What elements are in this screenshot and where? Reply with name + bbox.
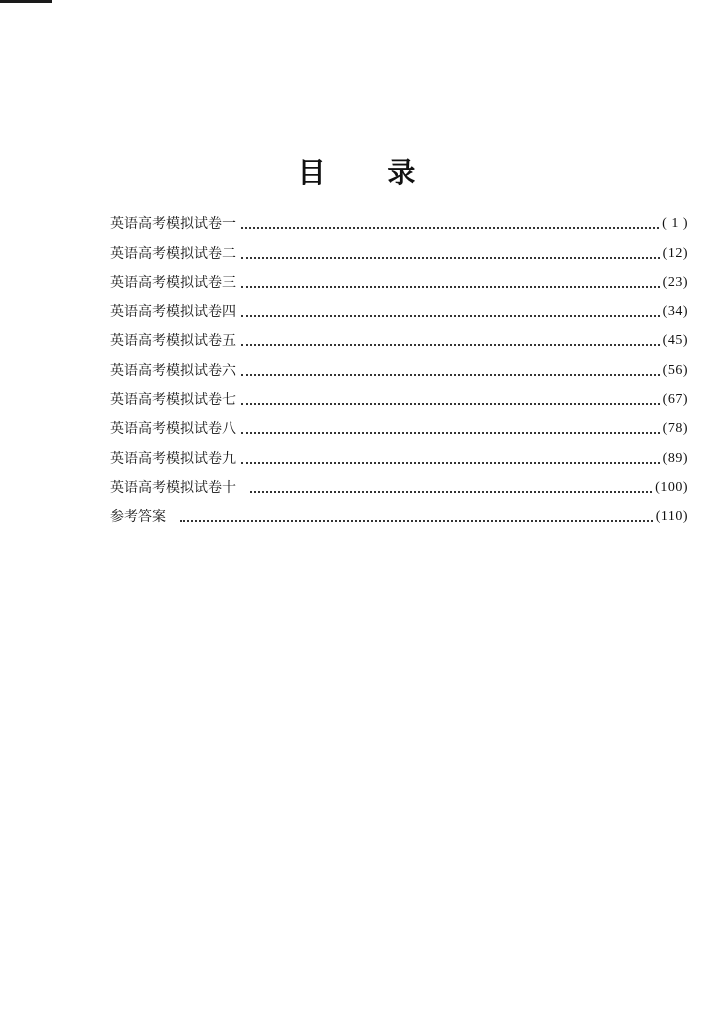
toc-entry[interactable]: [110, 380, 688, 409]
toc-entry[interactable]: [110, 204, 688, 233]
toc-entry[interactable]: [110, 233, 688, 262]
toc-entry[interactable]: [110, 321, 688, 350]
dot-leader: [250, 491, 652, 493]
toc-entry[interactable]: [110, 409, 688, 438]
toc-entry-title: 英语高考模拟试卷五: [110, 333, 236, 350]
toc-entry-page: (89): [662, 450, 688, 466]
toc-entry-title: 英语高考模拟试卷九: [110, 450, 236, 467]
toc-entry-page: (45): [662, 333, 688, 349]
toc-entry-page: (12): [662, 245, 688, 261]
toc-entry-title: 英语高考模拟试卷二: [110, 245, 236, 262]
toc-entry[interactable]: [110, 497, 688, 526]
toc-entry-page: (67): [662, 392, 688, 408]
dot-leader: [241, 403, 660, 405]
scan-edge-mark: [0, 0, 52, 3]
table-of-contents: [110, 204, 688, 526]
toc-entry-page: ( 1 ): [662, 216, 688, 232]
toc-entry-title: 英语高考模拟试卷一: [110, 216, 236, 233]
toc-entry-title: 英语高考模拟试卷十: [110, 479, 236, 496]
toc-entry-title: 参考答案: [110, 509, 166, 526]
dot-leader: [241, 315, 660, 317]
toc-entry-page: (100): [655, 479, 688, 495]
dot-leader: [180, 520, 653, 522]
toc-entry[interactable]: [110, 438, 688, 467]
dot-leader: [241, 344, 660, 346]
toc-entry-page: (23): [662, 274, 688, 290]
toc-entry-page: (78): [662, 421, 688, 437]
toc-entry-title: 英语高考模拟试卷八: [110, 421, 236, 438]
toc-entry-page: (34): [662, 304, 688, 320]
toc-entry-title: 英语高考模拟试卷七: [110, 392, 236, 409]
dot-leader: [241, 286, 660, 288]
dot-leader: [241, 227, 659, 229]
dot-leader: [241, 257, 660, 259]
dot-leader: [241, 432, 660, 434]
dot-leader: [241, 462, 660, 464]
toc-entry[interactable]: [110, 292, 688, 321]
toc-entry-page: (110): [655, 509, 688, 525]
toc-entry-page: (56): [662, 362, 688, 378]
toc-entry[interactable]: [110, 350, 688, 379]
toc-entry-title: 英语高考模拟试卷三: [110, 274, 236, 291]
toc-entry-title: 英语高考模拟试卷六: [110, 362, 236, 379]
toc-entry-title: 英语高考模拟试卷四: [110, 304, 236, 321]
dot-leader: [241, 374, 660, 376]
toc-entry[interactable]: [110, 263, 688, 292]
toc-entry[interactable]: [110, 468, 688, 497]
page-title: 目 录: [297, 155, 442, 189]
